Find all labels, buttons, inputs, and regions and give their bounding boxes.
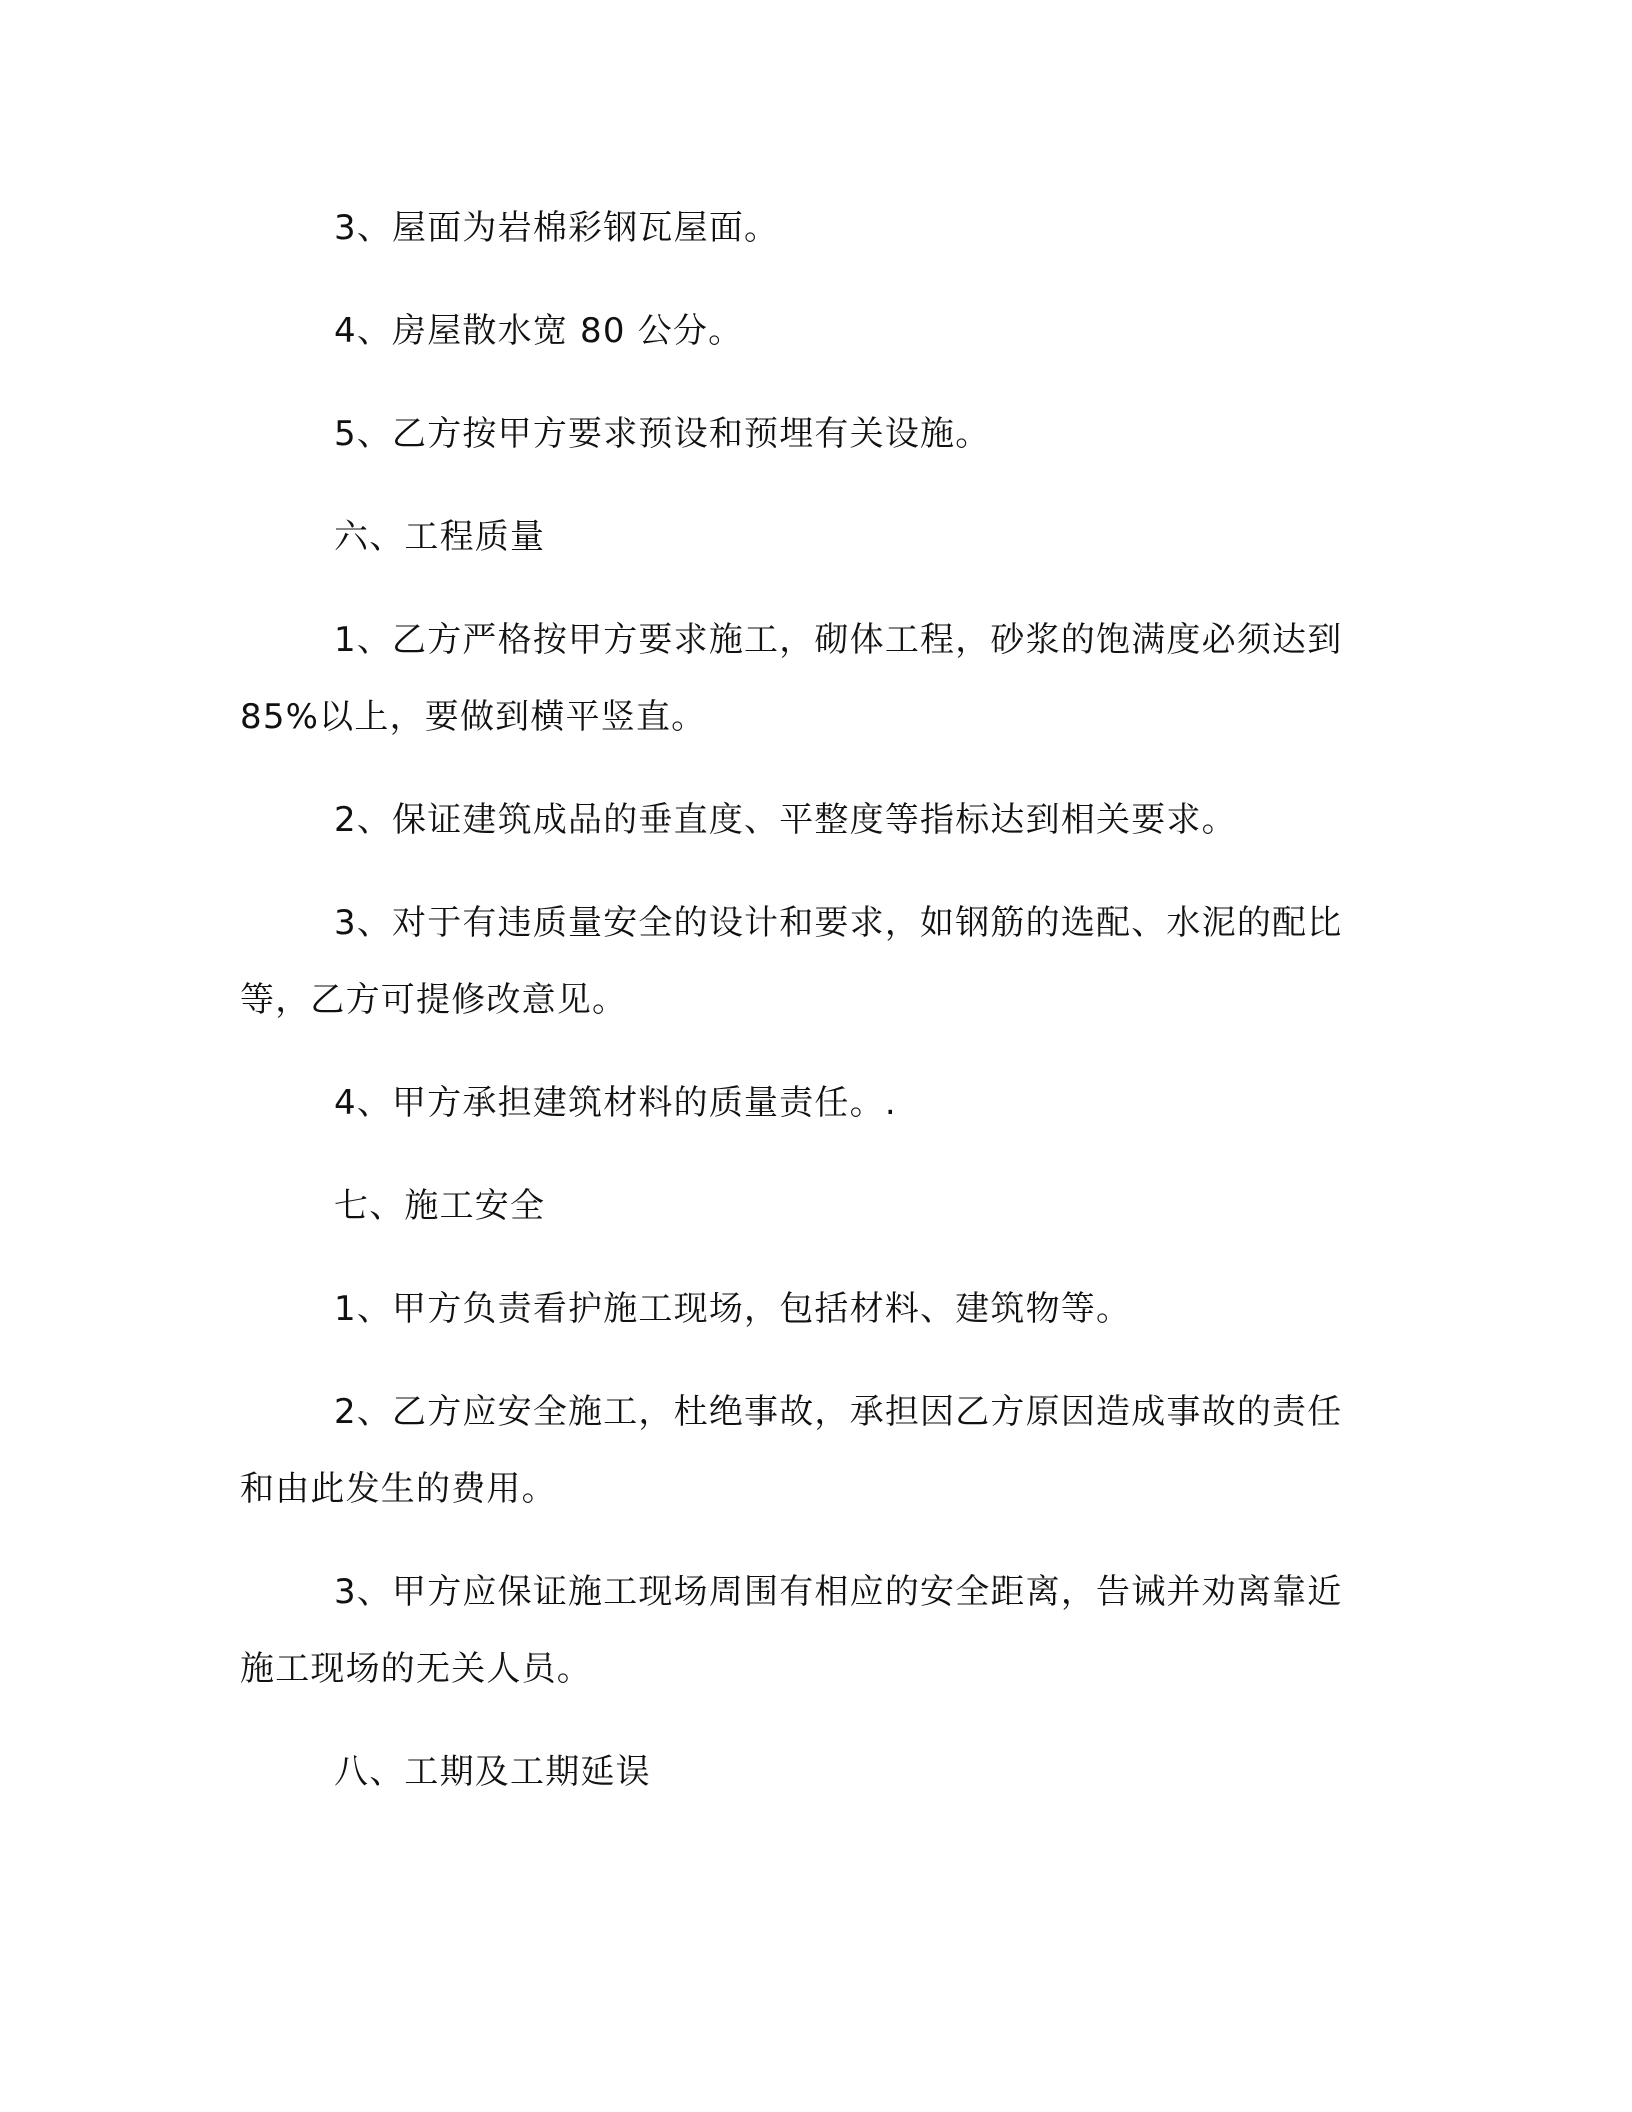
paragraph-roof: 3、屋面为岩棉彩钢瓦屋面。 [334,208,780,248]
paragraph-safety-1: 1、甲方负责看护施工现场，包括材料、建筑物等。 [334,1289,1132,1329]
paragraph-quality-2: 2、保证建筑成品的垂直度、平整度等指标达到相关要求。 [334,800,1237,840]
paragraph-quality-3: 3、对于有违质量安全的设计和要求，如钢筋的选配、水泥的配比等，乙方可提修改意见。 [240,903,1343,1020]
document-body [240,190,1355,1811]
section-heading-schedule: 八、工期及工期延误 [334,1752,651,1792]
paragraph-quality-1: 1、乙方严格按甲方要求施工，砌体工程，砂浆的饱满度必须达到 85%以上，要做到横平竖直。 [240,620,1343,737]
paragraph-safety-3: 3、甲方应保证施工现场周围有相应的安全距离，告诫并劝离靠近施工现场的无关人员。 [240,1572,1343,1689]
paragraph-quality-4: 4、甲方承担建筑材料的质量责任。. [334,1083,897,1123]
section-heading-safety: 七、施工安全 [334,1186,546,1226]
section-heading-quality: 六、工程质量 [334,517,546,557]
paragraph-facilities: 5、乙方按甲方要求预设和预埋有关设施。 [334,414,991,454]
paragraph-safety-2: 2、乙方应安全施工，杜绝事故，承担因乙方原因造成事故的责任和由此发生的费用。 [240,1392,1343,1509]
paragraph-drainage: 4、房屋散水宽 80 公分。 [334,311,744,351]
